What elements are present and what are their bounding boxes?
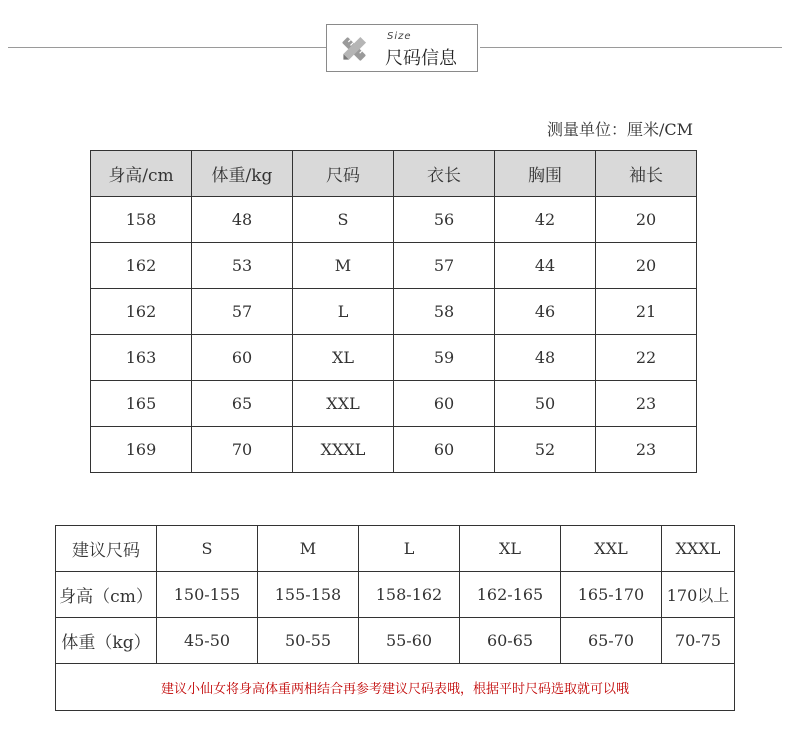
table-cell: 165 (91, 381, 192, 427)
measurement-unit-label: 测量单位：厘米/CM (546, 120, 693, 139)
table-cell: XXL (293, 381, 394, 427)
section-title-box (326, 24, 478, 72)
table-cell: 57 (394, 243, 495, 289)
table-cell: 165-170 (561, 572, 662, 618)
table-cell: 60-65 (460, 618, 561, 664)
column-header: 袖长 (596, 151, 697, 197)
table-cell: 50 (495, 381, 596, 427)
table-cell: XL (293, 335, 394, 381)
table-cell: M (258, 526, 359, 572)
table-cell: 65 (192, 381, 293, 427)
table-cell: 46 (495, 289, 596, 335)
column-header: 衣长 (394, 151, 495, 197)
table-cell: 55-60 (359, 618, 460, 664)
column-header: 尺码 (293, 151, 394, 197)
table-cell: 150-155 (157, 572, 258, 618)
table-cell: 50-55 (258, 618, 359, 664)
table-cell: 23 (596, 427, 697, 473)
table-cell: 60 (394, 381, 495, 427)
table-header-row (91, 151, 697, 197)
column-header: 胸围 (495, 151, 596, 197)
table-cell: 162 (91, 289, 192, 335)
table-cell: 169 (91, 427, 192, 473)
table-cell: 53 (192, 243, 293, 289)
table-row (91, 289, 697, 335)
table-row (91, 335, 697, 381)
table-cell: 52 (495, 427, 596, 473)
column-header: 体重/kg (192, 151, 293, 197)
row-header: 身高（cm） (56, 572, 157, 618)
size-table (90, 150, 697, 473)
table-cell: 70 (192, 427, 293, 473)
column-header: 身高/cm (91, 151, 192, 197)
table-cell: L (359, 526, 460, 572)
section-title-en: Size (387, 31, 412, 42)
table-cell: 48 (192, 197, 293, 243)
size-advice-note: 建议小仙女将身高体重两相结合再参考建议尺码表哦，根据平时尺码选取就可以哦 (56, 664, 735, 711)
table-cell: 158 (91, 197, 192, 243)
table-cell: 56 (394, 197, 495, 243)
table-cell: XL (460, 526, 561, 572)
table-cell: 65-70 (561, 618, 662, 664)
table-row (91, 243, 697, 289)
section-title: 尺码信息 (385, 48, 457, 69)
table-cell: XXXL (662, 526, 735, 572)
row-header: 建议尺码 (56, 526, 157, 572)
table-cell: 42 (495, 197, 596, 243)
divider-right (480, 47, 782, 48)
recommendation-table (55, 525, 735, 711)
table-cell: 155-158 (258, 572, 359, 618)
table-cell: L (293, 289, 394, 335)
table-cell: 44 (495, 243, 596, 289)
table-cell: 162 (91, 243, 192, 289)
table-cell: M (293, 243, 394, 289)
ruler-pencil-icon (339, 34, 369, 64)
table-cell: 23 (596, 381, 697, 427)
table-row (91, 197, 697, 243)
table-cell: 158-162 (359, 572, 460, 618)
table-cell: S (157, 526, 258, 572)
table-cell: 163 (91, 335, 192, 381)
table-row (56, 664, 735, 711)
table-row (91, 427, 697, 473)
table-cell: 48 (495, 335, 596, 381)
table-cell: 20 (596, 197, 697, 243)
table-cell: 58 (394, 289, 495, 335)
table-cell: S (293, 197, 394, 243)
table-cell: 162-165 (460, 572, 561, 618)
table-cell: 45-50 (157, 618, 258, 664)
table-cell: 21 (596, 289, 697, 335)
table-cell: XXL (561, 526, 662, 572)
divider-left (8, 47, 326, 48)
table-cell: 170以上 (662, 572, 735, 618)
row-header: 体重（kg） (56, 618, 157, 664)
table-cell: 22 (596, 335, 697, 381)
table-cell: 60 (192, 335, 293, 381)
table-row (56, 618, 735, 664)
table-cell: 59 (394, 335, 495, 381)
table-row (56, 526, 735, 572)
table-cell: 60 (394, 427, 495, 473)
table-cell: XXXL (293, 427, 394, 473)
table-cell: 20 (596, 243, 697, 289)
table-row (91, 381, 697, 427)
table-cell: 70-75 (662, 618, 735, 664)
table-row (56, 572, 735, 618)
table-cell: 57 (192, 289, 293, 335)
